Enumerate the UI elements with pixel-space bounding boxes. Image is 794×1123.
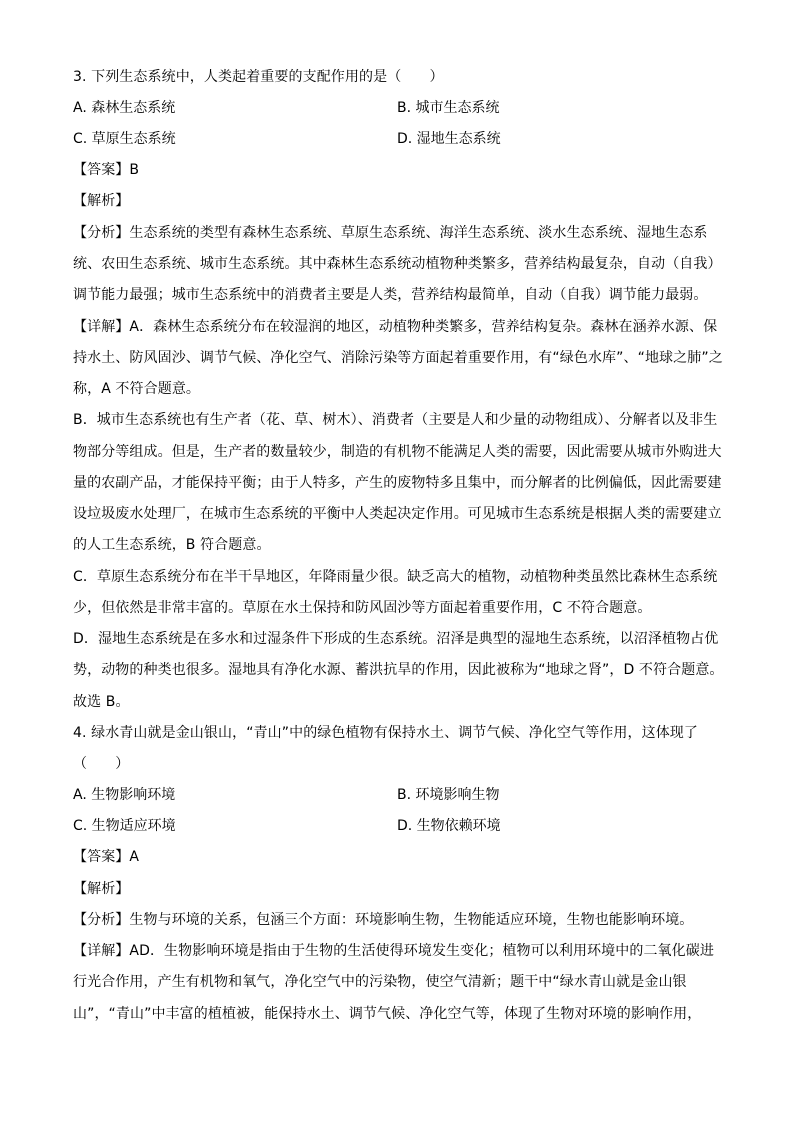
q3-option-d: D. 湿地生态系统: [397, 131, 501, 147]
q4-answer: 【答案】A: [73, 849, 140, 865]
q3-detail-line: 量的农副产品，才能保持平衡；由于人特多，产生的废物特多且集中，而分解者的比例偏低，因此需要建: [73, 475, 722, 491]
q4-option-b: B. 环境影响生物: [397, 787, 500, 803]
q3-detail-line: D．湿地生态系统是在多水和过湿条件下形成的生态系统。沼泽是典型的湿地生态系统，以沼泽植物占优: [73, 631, 719, 647]
q3-detail-line: 称，A 不符合题意。: [73, 381, 201, 397]
q3-detail-line: 少，但依然是非常丰富的。草原在水土保持和防风固沙等方面起着重要作用，C 不符合题意。: [73, 600, 652, 616]
q3-detail-line: 势，动物的种类也很多。湿地具有净化水源、蓄洪抗旱的作用，因此被称为“地球之肾”，D 不符合题意。: [73, 662, 724, 678]
q3-option-a: A. 森林生态系统: [73, 100, 176, 116]
q4-detail-line: 山”，“青山”中丰富的植植被，能保持水土、调节气候、净化空气等，体现了生物对环境的影响作用，: [73, 1006, 702, 1022]
q4-detail-line: 【详解】AD．生物影响环境是指由于生物的生活使得环境发生变化；植物可以利用环境中的二氧化碳进: [73, 943, 714, 959]
q3-fenxi-line: 【分析】生态系统的类型有森林生态系统、草原生态系统、海洋生态系统、淡水生态系统、湿地生态系: [73, 225, 708, 241]
q3-detail-line: B．城市生态系统也有生产者（花、草、树木）、消费者（主要是人和少量的动物组成）、分解者以及非生: [73, 412, 718, 428]
question-4-stem: 4. 绿水青山就是金山银山，“青山”中的绿色植物有保持水土、调节气候、净化空气等作用，这体现了: [73, 725, 699, 741]
q3-detail-line: 【详解】A．森林生态系统分布在较湿润的地区，动植物种类繁多，营养结构复杂。森林在涵养水源、保: [73, 319, 718, 335]
q3-detail-line: 设垃圾废水处理厂，在城市生态系统的平衡中人类起决定作用。可见城市生态系统是根据人类的需要建立: [73, 506, 722, 522]
q4-detail-line: 行光合作用，产生有机物和氧气，净化空气中的污染物，使空气清新；题干中“绿水青山就是金山银: [73, 974, 687, 990]
q3-option-b: B. 城市生态系统: [397, 100, 500, 116]
question-4-stem-blank: （ ）: [73, 756, 130, 772]
q3-detail-line: 物部分等组成。但是，生产者的数量较少，制造的有机物不能满足人类的需要，因此需要从城市外购进大: [73, 444, 722, 460]
q4-analysis-header: 【解析】: [73, 881, 130, 897]
q3-detail-line: C．草原生态系统分布在半干旱地区，年降雨量少很。缺乏高大的植物，动植物种类虽然比森林生态系统: [73, 569, 718, 585]
q3-detail-line: 的人工生态系统，B 符合题意。: [73, 537, 271, 553]
q3-detail-line: 故选 B。: [73, 694, 130, 710]
q3-detail-line: 持水土、防风固沙、调节气候、净化空气、消除污染等方面起着重要作用，有“绿色水库”、“地球之肺”之: [73, 350, 723, 366]
q3-fenxi-line: 调节能力最强；城市生态系统中的消费者主要是人类，营养结构最简单，自动（自我）调节能力最弱。: [73, 287, 708, 303]
q3-analysis-header: 【解析】: [73, 193, 130, 209]
q3-option-c: C. 草原生态系统: [73, 131, 176, 147]
q4-fenxi-line: 【分析】生物与环境的关系，包涵三个方面：环境影响生物，生物能适应环境，生物也能影响环境。: [73, 912, 694, 928]
q4-option-d: D. 生物依赖环境: [397, 818, 501, 834]
q4-option-a: A. 生物影响环境: [73, 787, 176, 803]
q3-fenxi-line: 统、农田生态系统、城市生态系统。其中森林生态系统动植物种类繁多，营养结构最复杂，自动（自我）: [73, 256, 722, 272]
q3-answer: 【答案】B: [73, 162, 140, 178]
q4-option-c: C. 生物适应环境: [73, 818, 176, 834]
question-3-stem: 3. 下列生态系统中，人类起着重要的支配作用的是（ ）: [73, 69, 444, 85]
